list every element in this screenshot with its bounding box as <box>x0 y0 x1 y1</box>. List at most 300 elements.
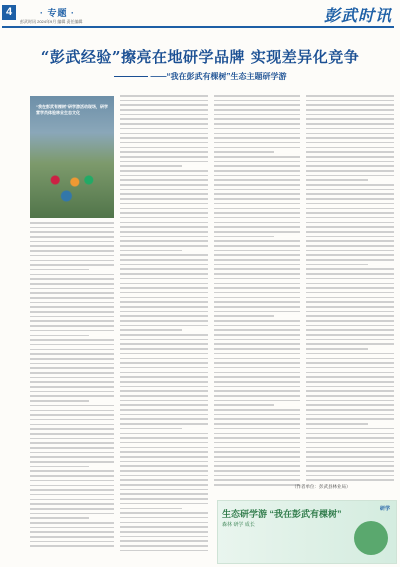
text-line <box>120 358 208 360</box>
text-line <box>214 353 300 355</box>
text-column-3 <box>214 95 300 489</box>
text-line <box>120 414 208 416</box>
text-line <box>306 320 394 322</box>
text-line <box>214 376 300 378</box>
text-line <box>306 198 394 200</box>
text-line <box>120 372 208 374</box>
text-line <box>214 100 300 102</box>
text-line <box>120 456 208 458</box>
text-line <box>214 479 300 481</box>
text-line <box>30 250 114 252</box>
text-line <box>214 189 300 191</box>
text-line <box>214 250 300 252</box>
text-line <box>120 484 208 486</box>
text-line <box>306 142 394 144</box>
text-line <box>120 400 208 402</box>
text-line <box>120 301 208 303</box>
text-line <box>306 273 394 275</box>
text-line <box>120 348 208 350</box>
text-line <box>214 311 300 313</box>
text-line <box>306 367 394 369</box>
text-line <box>306 409 394 411</box>
text-line <box>120 498 208 500</box>
text-line <box>306 208 394 210</box>
text-line <box>120 329 182 331</box>
text-line <box>120 231 208 233</box>
banner-title: 生态研学游 “我在彭武有棵树” <box>222 509 342 519</box>
text-line <box>214 451 300 453</box>
text-line <box>214 212 300 214</box>
text-line <box>306 264 368 266</box>
text-line <box>306 437 394 439</box>
text-line <box>120 250 182 252</box>
text-line <box>306 329 394 331</box>
text-line <box>306 418 394 420</box>
text-line <box>306 400 394 402</box>
text-line <box>214 437 300 439</box>
text-line <box>306 287 394 289</box>
text-line <box>30 489 114 491</box>
text-line <box>120 297 208 299</box>
text-line <box>120 264 208 266</box>
text-line <box>120 170 208 172</box>
text-line <box>120 362 208 364</box>
text-line <box>120 334 208 336</box>
text-line <box>214 433 300 435</box>
text-line <box>120 465 208 467</box>
text-line <box>120 161 208 163</box>
text-line <box>306 193 394 195</box>
text-line <box>30 433 114 435</box>
text-line <box>120 404 208 406</box>
text-line <box>30 536 114 538</box>
text-line <box>120 512 208 514</box>
text-line <box>214 395 300 397</box>
text-line <box>306 390 394 392</box>
article-photo <box>30 96 114 218</box>
text-line <box>214 367 300 369</box>
text-line <box>214 334 300 336</box>
text-line <box>214 423 300 425</box>
text-line <box>306 470 394 472</box>
text-line <box>120 109 208 111</box>
text-line <box>30 339 114 341</box>
text-line <box>306 151 394 153</box>
text-line <box>214 297 300 299</box>
text-line <box>30 330 114 332</box>
text-line <box>214 381 300 383</box>
text-line <box>214 287 300 289</box>
article-subtitle: ——“我在彭武有棵树”生态主题研学游 <box>0 71 400 82</box>
text-line <box>120 212 208 214</box>
text-line <box>306 451 394 453</box>
text-line <box>30 367 114 369</box>
text-line <box>306 428 394 430</box>
text-line <box>30 231 114 233</box>
text-line <box>306 306 394 308</box>
text-line <box>214 156 300 158</box>
text-line <box>306 381 394 383</box>
author-byline: （作者单位：彭武县林业局） <box>292 484 351 489</box>
text-line <box>120 320 208 322</box>
text-line <box>306 203 394 205</box>
text-line <box>30 372 114 374</box>
text-line <box>120 545 208 547</box>
text-line <box>120 147 208 149</box>
text-line <box>306 184 394 186</box>
text-line <box>120 395 208 397</box>
text-line <box>120 123 208 125</box>
text-line <box>214 147 300 149</box>
text-line <box>30 264 114 266</box>
text-line <box>120 428 182 430</box>
text-line <box>120 447 208 449</box>
text-line <box>30 419 114 421</box>
text-line <box>306 128 394 130</box>
text-line <box>120 536 208 538</box>
text-line <box>120 287 208 289</box>
photo-people <box>44 168 100 208</box>
text-line <box>120 179 208 181</box>
text-line <box>30 386 114 388</box>
text-line <box>214 447 300 449</box>
text-line <box>306 404 394 406</box>
text-line <box>214 461 300 463</box>
text-line <box>30 424 114 426</box>
text-line <box>120 133 208 135</box>
text-line <box>214 193 300 195</box>
text-line <box>120 339 208 341</box>
article-title: “彭武经验”擦亮在地研学品牌 实现差异化竞争 <box>40 48 360 66</box>
text-line <box>120 273 208 275</box>
text-line <box>30 292 114 294</box>
text-line <box>120 470 208 472</box>
text-line <box>30 297 114 299</box>
text-line <box>120 292 208 294</box>
text-line <box>30 414 114 416</box>
text-line <box>120 203 208 205</box>
text-line <box>30 278 114 280</box>
text-line <box>306 465 394 467</box>
text-line <box>30 527 114 529</box>
text-line <box>214 465 300 467</box>
text-line <box>214 283 300 285</box>
text-column-4 <box>306 95 394 484</box>
text-line <box>214 142 300 144</box>
text-line <box>30 391 114 393</box>
text-line <box>306 222 394 224</box>
text-line <box>30 480 114 482</box>
text-line <box>214 226 300 228</box>
text-line <box>306 254 394 256</box>
text-line <box>306 226 394 228</box>
text-line <box>214 301 300 303</box>
text-line <box>306 217 394 219</box>
text-line <box>306 362 394 364</box>
text-line <box>120 381 208 383</box>
text-line <box>30 541 114 543</box>
text-line <box>120 128 208 130</box>
text-line <box>306 461 394 463</box>
text-line <box>214 184 300 186</box>
text-line <box>306 315 394 317</box>
header-rule <box>2 26 394 28</box>
text-line <box>214 254 300 256</box>
text-line <box>120 193 208 195</box>
text-line <box>120 493 208 495</box>
text-line <box>30 306 114 308</box>
text-line <box>120 508 182 510</box>
text-line <box>306 456 394 458</box>
text-line <box>214 165 300 167</box>
text-line <box>214 118 300 120</box>
text-line <box>120 278 208 280</box>
text-line <box>30 513 114 515</box>
text-line <box>306 479 394 481</box>
text-line <box>306 297 394 299</box>
text-line <box>306 161 394 163</box>
text-line <box>120 540 208 542</box>
text-line <box>120 390 208 392</box>
text-line <box>214 161 300 163</box>
text-line <box>214 236 274 238</box>
text-line <box>214 264 300 266</box>
text-line <box>120 184 208 186</box>
text-line <box>214 231 300 233</box>
text-line <box>214 362 300 364</box>
text-line <box>120 306 208 308</box>
text-line <box>306 339 394 341</box>
text-line <box>120 254 208 256</box>
text-line <box>214 95 300 97</box>
text-line <box>30 325 114 327</box>
text-line <box>30 410 114 412</box>
text-line <box>120 531 208 533</box>
text-line <box>214 348 300 350</box>
subtitle-dash <box>114 76 148 77</box>
text-line <box>306 114 394 116</box>
text-line <box>214 292 300 294</box>
text-line <box>306 100 394 102</box>
text-line <box>30 377 114 379</box>
text-line <box>306 95 394 97</box>
text-line <box>214 151 274 153</box>
text-line <box>120 268 208 270</box>
text-line <box>306 123 394 125</box>
text-line <box>120 479 208 481</box>
text-line <box>214 418 300 420</box>
text-line <box>214 198 300 200</box>
text-line <box>30 269 89 271</box>
text-line <box>30 452 114 454</box>
text-line <box>30 485 114 487</box>
masthead-logo: 彭武时讯 <box>323 6 392 25</box>
text-line <box>214 109 300 111</box>
text-line <box>120 451 208 453</box>
text-line <box>306 236 394 238</box>
text-line <box>306 147 394 149</box>
text-line <box>306 175 394 177</box>
text-line <box>30 236 114 238</box>
text-line <box>214 372 300 374</box>
text-line <box>30 381 114 383</box>
text-line <box>120 550 208 552</box>
text-line <box>120 222 208 224</box>
text-line <box>214 386 300 388</box>
text-line <box>306 343 394 345</box>
text-line <box>214 400 300 402</box>
text-line <box>306 414 394 416</box>
text-line <box>30 260 114 262</box>
text-line <box>30 456 114 458</box>
text-line <box>120 208 208 210</box>
text-line <box>306 372 394 374</box>
text-line <box>214 175 300 177</box>
text-line <box>120 236 208 238</box>
text-line <box>30 255 114 257</box>
text-line <box>120 433 208 435</box>
text-line <box>30 353 114 355</box>
text-line <box>120 386 208 388</box>
text-line <box>214 404 274 406</box>
tree-icon <box>354 521 388 555</box>
text-line <box>120 353 208 355</box>
text-line <box>30 288 114 290</box>
text-line <box>214 114 300 116</box>
text-line <box>30 283 114 285</box>
text-line <box>214 208 300 210</box>
text-line <box>214 320 300 322</box>
text-line <box>306 348 368 350</box>
text-line <box>306 165 394 167</box>
text-line <box>306 170 394 172</box>
text-line <box>306 433 394 435</box>
text-line <box>30 461 114 463</box>
photo-caption: “我在彭武有棵树”研学游活动现场，研学营学员体验林业生态文化 <box>36 104 108 115</box>
text-line <box>30 442 114 444</box>
text-line <box>214 306 300 308</box>
text-line <box>306 212 394 214</box>
text-line <box>306 376 394 378</box>
text-line <box>214 484 300 486</box>
issue-info: 彭武时讯 2024年9月 编辑 责任编辑 <box>20 19 83 24</box>
text-line <box>214 278 300 280</box>
text-line <box>306 292 394 294</box>
text-line <box>120 409 208 411</box>
text-line <box>214 170 300 172</box>
text-line <box>306 250 394 252</box>
text-line <box>30 494 114 496</box>
text-line <box>120 95 208 97</box>
text-line <box>120 325 208 327</box>
text-line <box>306 104 394 106</box>
text-line <box>214 245 300 247</box>
text-line <box>214 442 300 444</box>
text-line <box>30 358 114 360</box>
banner-tag: 研学 <box>379 506 390 512</box>
text-line <box>30 508 114 510</box>
text-line <box>214 240 300 242</box>
text-line <box>214 329 300 331</box>
text-line <box>30 405 114 407</box>
text-line <box>306 231 394 233</box>
text-line <box>120 311 208 313</box>
text-line <box>306 240 394 242</box>
text-line <box>30 274 114 276</box>
text-line <box>30 222 114 224</box>
text-line <box>30 395 114 397</box>
text-line <box>214 259 300 261</box>
banner-subtitle: 森林 研学 成长 <box>222 522 255 528</box>
text-line <box>306 133 394 135</box>
text-line <box>306 245 394 247</box>
text-line <box>306 334 394 336</box>
text-line <box>30 227 114 229</box>
text-line <box>120 489 208 491</box>
text-line <box>120 217 208 219</box>
text-line <box>306 386 394 388</box>
text-line <box>306 137 394 139</box>
text-line <box>120 137 208 139</box>
text-line <box>30 363 114 365</box>
text-line <box>120 118 208 120</box>
text-line <box>120 522 208 524</box>
text-line <box>306 268 394 270</box>
text-line <box>306 109 394 111</box>
text-line <box>120 343 208 345</box>
text-line <box>306 325 394 327</box>
text-line <box>30 335 89 337</box>
text-line <box>214 414 300 416</box>
text-line <box>30 245 114 247</box>
text-line <box>214 222 300 224</box>
text-line <box>214 315 274 317</box>
text-line <box>30 311 114 313</box>
section-label: · 专题 · <box>40 8 75 18</box>
text-line <box>120 240 208 242</box>
text-column-1 <box>30 222 114 550</box>
text-line <box>120 423 208 425</box>
text-line <box>306 278 394 280</box>
text-line <box>214 475 300 477</box>
text-line <box>120 442 208 444</box>
text-line <box>30 503 114 505</box>
text-line <box>30 428 114 430</box>
page-header <box>0 0 400 28</box>
text-line <box>30 475 114 477</box>
text-line <box>306 118 394 120</box>
text-line <box>214 104 300 106</box>
text-line <box>120 142 208 144</box>
text-line <box>30 400 89 402</box>
text-line <box>306 301 394 303</box>
text-line <box>120 503 208 505</box>
text-line <box>120 283 208 285</box>
text-line <box>214 456 300 458</box>
text-line <box>120 245 208 247</box>
text-line <box>214 273 300 275</box>
text-line <box>120 418 208 420</box>
text-line <box>214 133 300 135</box>
text-line <box>306 179 368 181</box>
text-line <box>214 268 300 270</box>
text-line <box>30 447 114 449</box>
text-line <box>120 104 208 106</box>
text-line <box>214 428 300 430</box>
text-line <box>120 315 208 317</box>
text-line <box>120 437 208 439</box>
text-line <box>120 526 208 528</box>
